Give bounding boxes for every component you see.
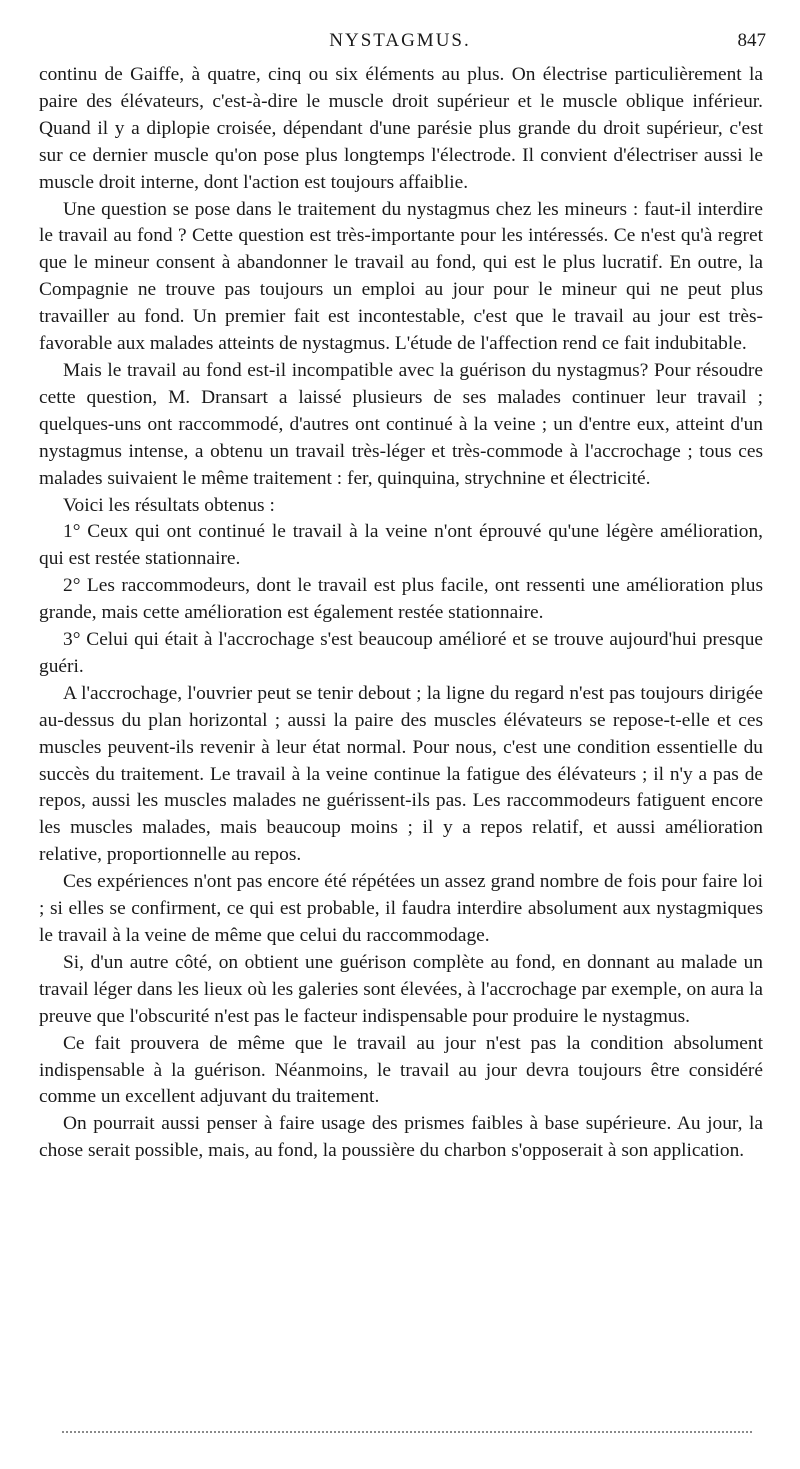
running-header: [0, 30, 800, 56]
paragraph: Ces expériences n'ont pas encore été répétées un assez grand nombre de fois pour faire loi ; si elles se confirment, ce qui est probable, il faudra interdire absolument aux nystagmiques le travail à la veine de même que celui du raccommodage.: [39, 871, 763, 946]
paragraph: Mais le travail au fond est-il incompatible avec la guérison du nystagmus? Pour résoudre cette question, M. Dransart a laissé plusieurs de ses malades continuer leur travail ; quelques-uns ont raccommodé, d'autres ont continué à la veine ; un d'entre eux, atteint d'un nystagmus intense, a obtenu un travail très-léger et très-commode à l'accrochage ; tous ces malades suivaient le même traitement : fer, quinquina, strychnine et électricité.: [39, 359, 763, 489]
body-text: [39, 62, 763, 1165]
list-item-result-2: 2° Les raccommodeurs, dont le travail est plus facile, ont ressenti une amélioration plus grande, mais cette amélioration est également restée stationnaire.: [39, 575, 763, 624]
paragraph: Une question se pose dans le traitement du nystagmus chez les mineurs : faut-il interdire le travail au fond ? Cette question est très-importante pour les intéressés. Ce n'est qu'à regret que le mineur consent à abandonner le travail au fond, qui est le plus lucratif. En outre, la Compagnie ne trouve pas toujours un emploi au jour pour le mineur qui ne peut plus travailler au fond. Un premier fait est incontestable, c'est que le travail au jour est très-favorable aux malades atteints de nystagmus. L'étude de l'affection rend ce fait indubitable.: [39, 198, 763, 355]
paragraph: Voici les résultats obtenus :: [63, 494, 275, 516]
paragraph-continuation: continu de Gaiffe, à quatre, cinq ou six éléments au plus. On électrise particulièrement la paire des élévateurs, c'est-à-dire le muscle droit supérieur et le muscle oblique inférieur. Quand il y a diplopie croisée, dépendant d'une parésie plus grande du droit supérieur, c'est sur ce dernier muscle qu'on pose plus longtemps l'électrode. Il convient d'électriser aussi le muscle droit interne, dont l'action est toujours affaiblie.: [39, 64, 763, 193]
paragraph: A l'accrochage, l'ouvrier peut se tenir debout ; la ligne du regard n'est pas toujours dirigée au-dessus du plan horizontal ; aussi la paire des muscles élévateurs se repose-t-elle et ces muscles peuvent-ils revenir à leur état normal. Pour nous, c'est une condition essentielle du succès du traitement. Le travail à la veine continue la fatigue des élévateurs ; il n'y a pas de repos, aussi les muscles malades ne guérissent-ils pas. Les raccommodeurs fatiguent encore les muscles malades, mais beaucoup moins ; il y a repos relatif, et aussi amélioration relative, proportionnelle au repos.: [39, 682, 763, 866]
page-number: 847: [737, 30, 766, 51]
paragraph: On pourrait aussi penser à faire usage des prismes faibles à base supérieure. Au jour, la chose serait possible, mais, au fond, la poussière du charbon s'opposerait à son application.: [39, 1113, 763, 1162]
paragraph: Ce fait prouvera de même que le travail au jour n'est pas la condition absolument indispensable à la guérison. Néanmoins, le travail au jour devra toujours être considéré comme un excellent adjuvant du traitement.: [39, 1032, 763, 1108]
running-title: NYSTAGMUS.: [329, 30, 471, 51]
footer-dotted-rule: [62, 1431, 752, 1433]
list-item-result-3: 3° Celui qui était à l'accrochage s'est beaucoup amélioré et se trouve aujourd'hui presque guéri.: [39, 629, 763, 677]
list-item-result-1: 1° Ceux qui ont continué le travail à la veine n'ont éprouvé qu'une légère amélioration, qui est restée stationnaire.: [39, 521, 763, 570]
paragraph: Si, d'un autre côté, on obtient une guérison complète au fond, en donnant au malade un travail léger dans les lieux où les galeries sont élevées, à l'accrochage par exemple, on aura la preuve que l'obscurité n'est pas le facteur indispensable pour produire le nystagmus.: [39, 951, 763, 1027]
